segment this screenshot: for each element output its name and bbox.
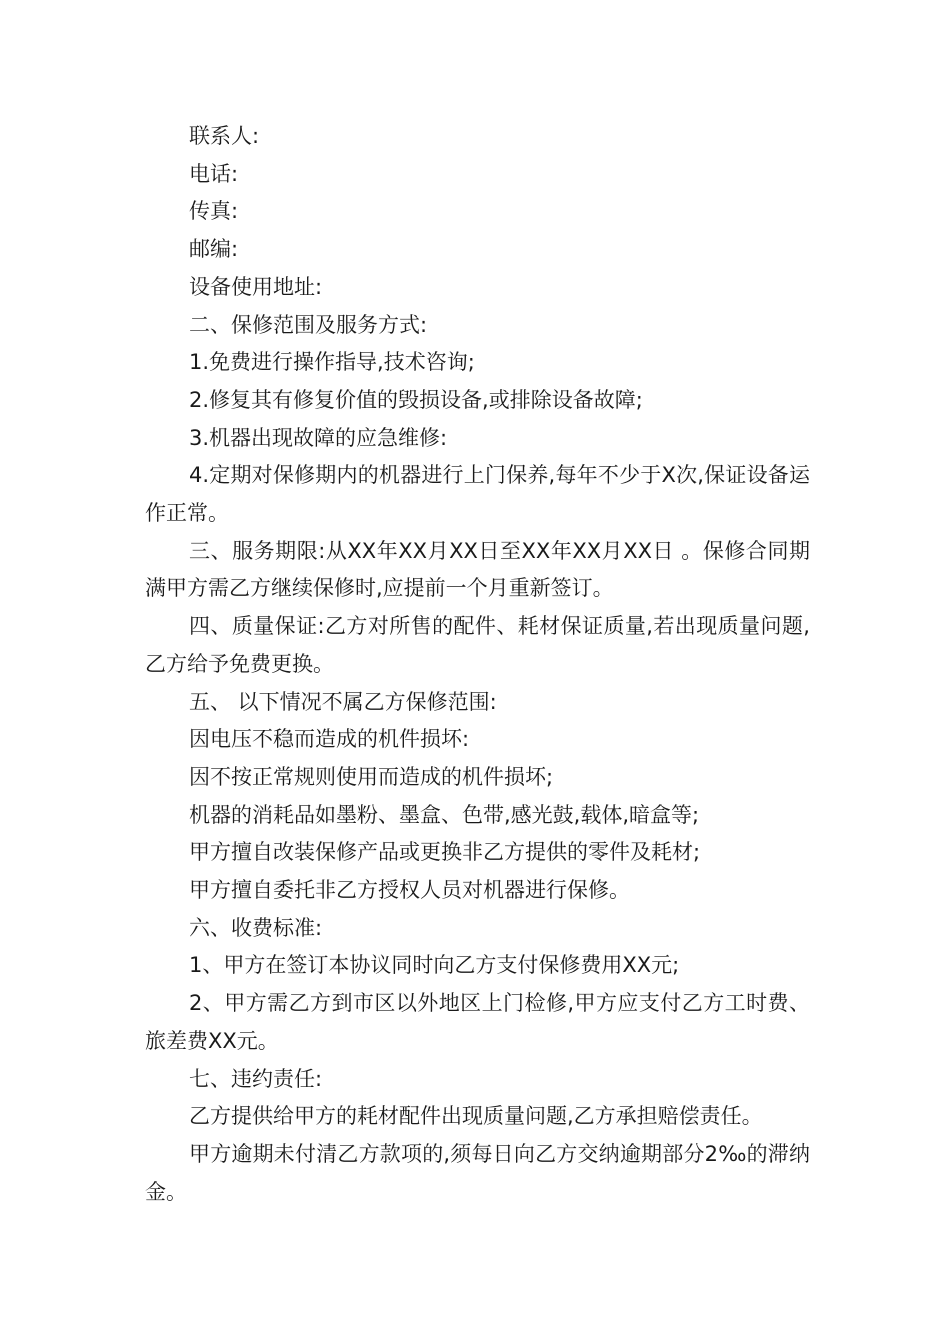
list-item: 1、甲方在签订本协议同时向乙方支付保修费用XX元; — [189, 953, 680, 978]
list-item: 乙方提供给甲方的耗材配件出现质量问题,乙方承担赔偿责任。 — [189, 1104, 763, 1129]
list-item: 因电压不稳而造成的机件损坏: — [189, 727, 470, 752]
list-item: 甲方擅自委托非乙方授权人员对机器进行保修。 — [189, 878, 630, 903]
section-heading-liability: 七、违约责任: — [189, 1066, 323, 1091]
postcode-line: 邮编: — [189, 237, 239, 262]
list-item: 1.免费进行操作指导,技术咨询; — [189, 350, 475, 375]
list-item: 2.修复其有修复价值的毁损设备,或排除设备故障; — [189, 387, 643, 412]
phone-line: 电话: — [189, 161, 239, 186]
section-service-period: 三、服务期限:从XX年XX月XX日至XX年XX月XX日 。保修合同期满甲方需乙方继续保修时,应提前一个月重新签订。 — [145, 538, 810, 601]
list-item: 甲方逾期未付清乙方款项的,须每日向乙方交纳逾期部分2‰的滞纳金。 — [145, 1141, 810, 1204]
list-item: 机器的消耗品如墨粉、墨盒、色带,感光鼓,载体,暗盒等; — [189, 802, 700, 827]
section-heading-warranty-scope: 二、保修范围及服务方式: — [189, 312, 428, 337]
equipment-address-line: 设备使用地址: — [189, 274, 323, 299]
list-item: 4.定期对保修期内的机器进行上门保养,每年不少于X次,保证设备运作正常。 — [145, 463, 810, 526]
section-heading-fees: 六、收费标准: — [189, 915, 323, 940]
list-item: 甲方擅自改装保修产品或更换非乙方提供的零件及耗材; — [189, 840, 701, 865]
fax-line: 传真: — [189, 199, 239, 224]
section-quality-guarantee: 四、质量保证:乙方对所售的配件、耗材保证质量,若出现质量问题,乙方给予免费更换。 — [145, 614, 810, 676]
list-item: 2、甲方需乙方到市区以外地区上门检修,甲方应支付乙方工时费、旅差费XX元。 — [145, 991, 810, 1053]
section-heading-exclusions: 五、 以下情况不属乙方保修范围: — [189, 689, 497, 714]
list-item: 3.机器出现故障的应急维修: — [189, 425, 448, 450]
document-body — [145, 118, 810, 1211]
list-item: 因不按正常规则使用而造成的机件损坏; — [189, 764, 554, 789]
contact-person-line: 联系人: — [189, 124, 260, 148]
